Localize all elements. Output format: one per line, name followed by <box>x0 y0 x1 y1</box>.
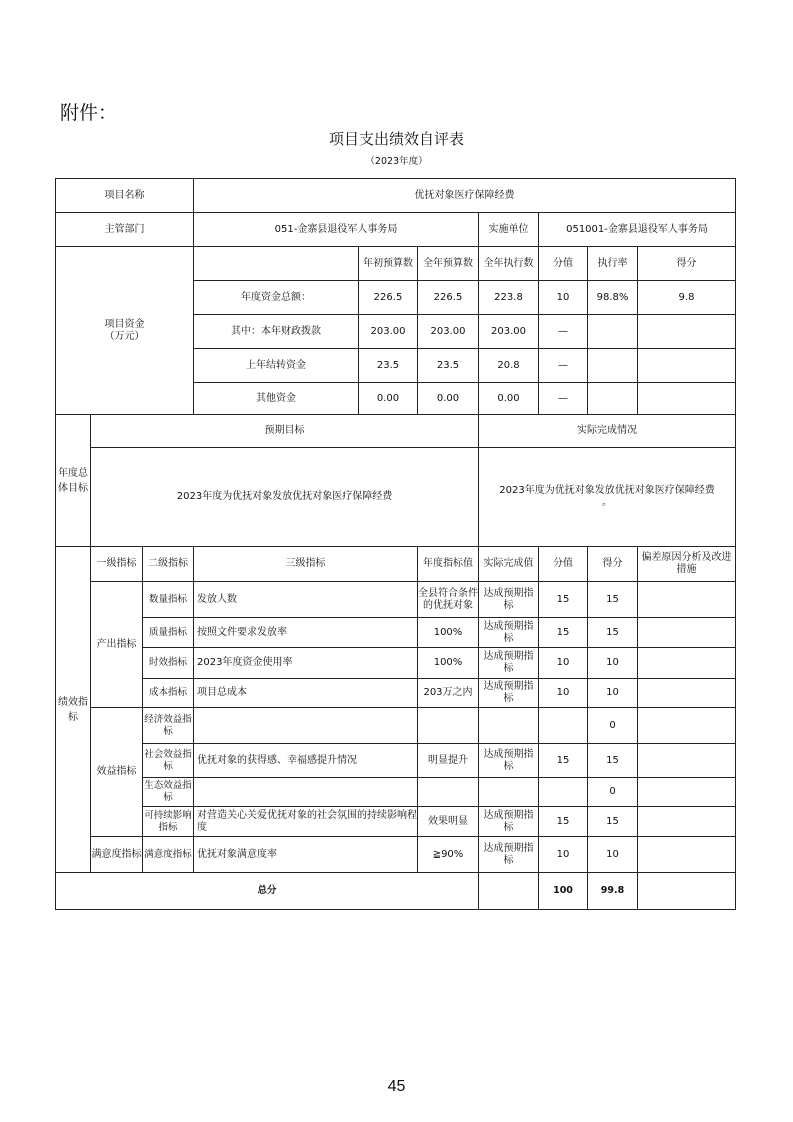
indicator-target <box>417 777 479 807</box>
goals-expected-label: 预期目标 <box>90 414 479 448</box>
indicator-weight: 10 <box>538 836 588 873</box>
indicator-score: 0 <box>587 777 638 807</box>
funds-header-2: 全年执行数 <box>478 246 539 281</box>
indicator-reason <box>637 581 736 618</box>
indicator-score: 10 <box>587 678 638 708</box>
goals-expected-text: 2023年度为优抚对象发放优抚对象医疗保障经费 <box>90 447 479 547</box>
indicator-level2: 生态效益指标 <box>142 777 194 807</box>
indicator-level2: 可持续影响指标 <box>142 806 194 837</box>
indicator-actual: 达成预期指标 <box>478 836 539 873</box>
indicators-header-2: 三级指标 <box>193 546 418 582</box>
indicator-score: 15 <box>587 617 638 648</box>
indicator-reason <box>637 806 736 837</box>
funds-row-score <box>637 348 736 383</box>
funds-header-0: 年初预算数 <box>358 246 418 281</box>
indicator-actual: 达成预期指标 <box>478 617 539 648</box>
total-score: 99.8 <box>587 872 638 910</box>
funds-row-executed: 0.00 <box>478 382 539 415</box>
indicator-actual: 达成预期指标 <box>478 743 539 778</box>
funds-row-label: 上年结转资金 <box>193 348 359 383</box>
funds-header-3: 分值 <box>538 246 588 281</box>
indicator-level3: 按照文件要求发放率 <box>193 617 418 648</box>
page-number: 45 <box>387 1078 406 1095</box>
funds-row-score_weight: — <box>538 348 588 383</box>
funds-row-score_weight: — <box>538 382 588 415</box>
page-title: 项目支出绩效自评表 <box>328 130 464 148</box>
indicator-level3: 对营造关心关爱优抚对象的社会氛围的持续影响程度 <box>193 806 418 837</box>
indicator-weight <box>538 707 588 744</box>
funds-row-label: 年度资金总额： <box>193 280 359 315</box>
goals-actual-label: 实际完成情况 <box>478 414 736 448</box>
funds-row-rate: 98.8% <box>587 280 638 315</box>
funds-header-1: 全年预算数 <box>417 246 479 281</box>
indicator-actual <box>478 777 539 807</box>
dept-value: 051-金寨县退役军人事务局 <box>193 212 479 247</box>
indicators-header-4: 实际完成值 <box>478 546 539 582</box>
indicators-header-5: 分值 <box>538 546 588 582</box>
indicator-score: 0 <box>587 707 638 744</box>
funds-row-executed: 223.8 <box>478 280 539 315</box>
funds-header-blank <box>193 246 359 281</box>
funds-row-budget_initial: 23.5 <box>358 348 418 383</box>
indicator-reason <box>637 707 736 744</box>
indicator-level3: 优抚对象满意度率 <box>193 836 418 873</box>
funds-header-5: 得分 <box>637 246 736 281</box>
funds-row-score <box>637 382 736 415</box>
funds-row-budget_initial: 0.00 <box>358 382 418 415</box>
indicators-header-3: 年度指标值 <box>417 546 479 582</box>
indicator-actual <box>478 707 539 744</box>
indicator-level2: 数量指标 <box>142 581 194 618</box>
indicator-score: 10 <box>587 647 638 679</box>
indicators-header-6: 得分 <box>587 546 638 582</box>
indicator-target: 100% <box>417 617 479 648</box>
indicator-reason <box>637 836 736 873</box>
funds-row-rate <box>587 314 638 349</box>
indicator-level3 <box>193 707 418 744</box>
indicator-level3: 优抚对象的获得感、幸福感提升情况 <box>193 743 418 778</box>
total-label: 总分 <box>55 872 479 910</box>
funds-row-executed: 203.00 <box>478 314 539 349</box>
indicator-level2: 满意度指标 <box>142 836 194 873</box>
funds-row-executed: 20.8 <box>478 348 539 383</box>
goals-label: 年度总体目标 <box>55 414 91 547</box>
total-reason-blank <box>637 872 736 910</box>
goals-actual-text: 2023年度为优抚对象发放优抚对象医疗保障经费 。 <box>478 447 736 547</box>
funds-row-budget_initial: 203.00 <box>358 314 418 349</box>
page-subtitle-year: （2023年度） <box>365 156 428 167</box>
funds-header-4: 执行率 <box>587 246 638 281</box>
indicator-actual: 达成预期指标 <box>478 647 539 679</box>
unit-label: 实施单位 <box>478 212 539 247</box>
funds-row-score_weight: — <box>538 314 588 349</box>
indicator-actual: 达成预期指标 <box>478 806 539 837</box>
indicator-level2: 经济效益指标 <box>142 707 194 744</box>
indicator-actual: 达成预期指标 <box>478 678 539 708</box>
attachment-label: 附件： <box>60 102 118 124</box>
indicator-target: 明显提升 <box>417 743 479 778</box>
funds-row-label: 其他资金 <box>193 382 359 415</box>
funds-row-score_weight: 10 <box>538 280 588 315</box>
indicator-reason <box>637 777 736 807</box>
unit-value: 051001-金寨县退役军人事务局 <box>538 212 736 247</box>
indicator-target: ≧90% <box>417 836 479 873</box>
indicator-weight: 15 <box>538 617 588 648</box>
indicator-reason <box>637 647 736 679</box>
indicator-reason <box>637 678 736 708</box>
indicator-target: 效果明显 <box>417 806 479 837</box>
indicator-weight: 15 <box>538 581 588 618</box>
total-weight: 100 <box>538 872 588 910</box>
indicator-reason <box>637 617 736 648</box>
indicator-weight: 15 <box>538 806 588 837</box>
funds-row-label: 其中：本年财政拨款 <box>193 314 359 349</box>
indicator-reason <box>637 743 736 778</box>
funds-row-score <box>637 314 736 349</box>
indicator-level3: 2023年度资金使用率 <box>193 647 418 679</box>
indicator-score: 15 <box>587 806 638 837</box>
project-name-value: 优抚对象医疗保障经费 <box>193 178 736 213</box>
indicator-score: 15 <box>587 743 638 778</box>
indicator-score: 15 <box>587 581 638 618</box>
funds-row-budget_initial: 226.5 <box>358 280 418 315</box>
indicator-target: 203万之内 <box>417 678 479 708</box>
funds-row-budget_full: 226.5 <box>417 280 479 315</box>
funds-label: 项目资金 （万元） <box>55 246 194 415</box>
indicator-score: 10 <box>587 836 638 873</box>
indicator-weight: 10 <box>538 678 588 708</box>
indicator-weight <box>538 777 588 807</box>
level1-benefit: 效益指标 <box>90 707 143 837</box>
funds-row-budget_full: 0.00 <box>417 382 479 415</box>
indicator-actual: 达成预期指标 <box>478 581 539 618</box>
indicator-target <box>417 707 479 744</box>
indicators-header-1: 二级指标 <box>142 546 194 582</box>
dept-label: 主管部门 <box>55 212 194 247</box>
level1-satisfaction: 满意度指标 <box>90 836 143 873</box>
indicator-level2: 成本指标 <box>142 678 194 708</box>
funds-row-budget_full: 23.5 <box>417 348 479 383</box>
funds-row-rate <box>587 382 638 415</box>
indicator-level3: 发放人数 <box>193 581 418 618</box>
indicator-level3: 项目总成本 <box>193 678 418 708</box>
funds-row-budget_full: 203.00 <box>417 314 479 349</box>
indicator-target: 100% <box>417 647 479 679</box>
indicator-target: 全县符合条件的优抚对象 <box>417 581 479 618</box>
indicators-header-7: 偏差原因分析及改进措施 <box>637 546 736 582</box>
total-blank <box>478 872 539 910</box>
indicators-header-0: 一级指标 <box>90 546 143 582</box>
funds-row-score: 9.8 <box>637 280 736 315</box>
indicator-level2: 时效指标 <box>142 647 194 679</box>
indicator-level3 <box>193 777 418 807</box>
funds-row-rate <box>587 348 638 383</box>
indicator-weight: 15 <box>538 743 588 778</box>
level1-output: 产出指标 <box>90 581 143 708</box>
indicator-level2: 社会效益指标 <box>142 743 194 778</box>
project-name-label: 项目名称 <box>55 178 194 213</box>
indicator-weight: 10 <box>538 647 588 679</box>
indicators-label: 绩效指标 <box>55 546 91 873</box>
indicator-level2: 质量指标 <box>142 617 194 648</box>
